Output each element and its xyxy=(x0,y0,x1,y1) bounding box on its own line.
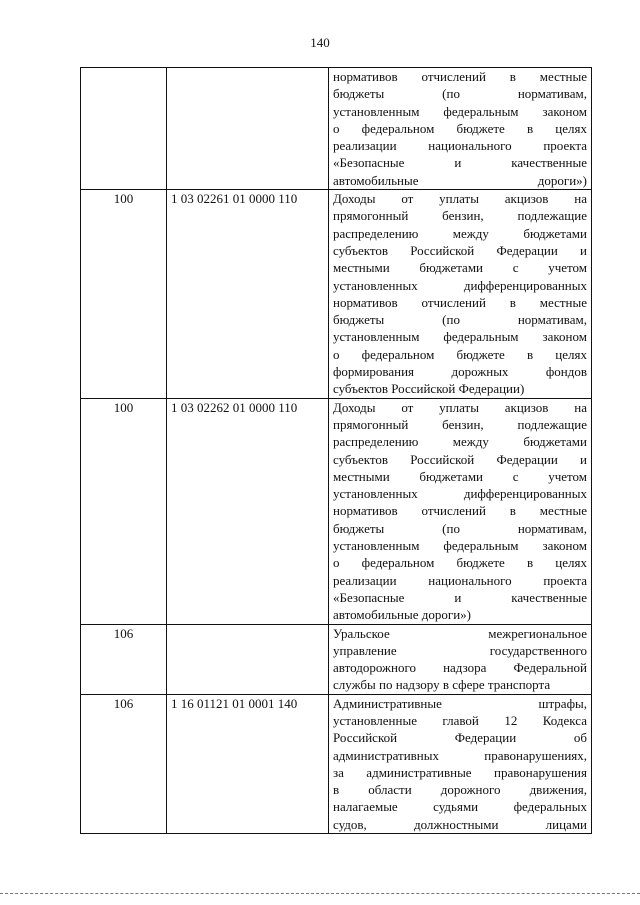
revenue-name-line: о федеральном бюджете в целях xyxy=(333,555,587,571)
revenue-name-line: субъектов Российской Федерации и xyxy=(333,451,587,467)
revenue-name-line: административных правонарушениях, xyxy=(333,747,587,763)
revenue-name-line: установленным федеральным законом xyxy=(333,329,587,345)
scan-edge-line xyxy=(0,893,640,894)
revenue-name-cell xyxy=(329,398,592,624)
revenue-name-line: установленных дифференцированных xyxy=(333,486,587,502)
revenue-name-line: автомобильные дороги») xyxy=(333,172,587,188)
revenue-name-line: налагаемые судьями федеральных xyxy=(333,799,587,815)
revenue-name-line: нормативов отчислений в местные xyxy=(333,69,587,84)
budget-classification-code-cell xyxy=(167,68,329,190)
revenue-name-line: установленные главой 12 Кодекса xyxy=(333,712,587,728)
revenue-name-line: автомобильные дороги») xyxy=(333,607,472,623)
revenue-name-line: «Безопасные и качественные xyxy=(333,589,587,605)
revenue-name-line: Доходы от уплаты акцизов на xyxy=(333,191,587,207)
table-row xyxy=(81,68,592,190)
revenue-name-line: Доходы от уплаты акцизов на xyxy=(333,399,587,415)
revenue-name-line: бюджеты (по нормативам, xyxy=(333,520,587,536)
revenue-name-line: распределению между бюджетами xyxy=(333,225,587,241)
revenue-name-line: автодорожного надзора Федеральной xyxy=(333,660,587,676)
table-row xyxy=(81,190,592,399)
budget-classification-code-cell: 1 03 02262 01 0000 110 xyxy=(167,398,329,624)
revenue-name-line: Российской Федерации об xyxy=(333,730,587,746)
page-number: 140 xyxy=(310,35,330,50)
revenue-name-line: субъектов Российской Федерации) xyxy=(333,381,525,397)
table-row xyxy=(81,398,592,624)
administrator-code-cell xyxy=(81,68,167,190)
revenue-name-line: формирования дорожных фондов xyxy=(333,364,587,380)
revenue-name-line: субъектов Российской Федерации и xyxy=(333,242,587,258)
revenue-name-line: в области дорожного движения, xyxy=(333,782,587,798)
administrator-code-cell: 100 xyxy=(81,190,167,399)
revenue-name-line: распределению между бюджетами xyxy=(333,434,587,450)
revenue-name-line: бюджеты (по нормативам, xyxy=(333,312,587,328)
budget-classification-code-cell: 1 03 02261 01 0000 110 xyxy=(167,190,329,399)
revenue-name-cell xyxy=(329,190,592,399)
revenue-name-line: управление государственного xyxy=(333,642,587,658)
revenue-name-line: прямогонный бензин, подлежащие xyxy=(333,208,587,224)
revenue-name-line: о федеральном бюджете в целях xyxy=(333,346,587,362)
revenue-name-line: установленным федеральным законом xyxy=(333,538,587,554)
revenue-name-line: судов, должностными лицами xyxy=(333,816,587,832)
revenue-name-line: нормативов отчислений в местные xyxy=(333,503,587,519)
revenue-name-line: установленных дифференцированных xyxy=(333,277,587,293)
administrator-code-cell: 106 xyxy=(81,624,167,694)
revenue-classification-table xyxy=(80,67,592,834)
revenue-name-cell xyxy=(329,68,592,190)
revenue-name-line: установленным федеральным законом xyxy=(333,103,587,119)
budget-classification-code-cell xyxy=(167,624,329,694)
revenue-name-line: за административные правонарушения xyxy=(333,764,587,780)
revenue-name-line: нормативов отчислений в местные xyxy=(333,294,587,310)
revenue-name-cell xyxy=(329,694,592,833)
table-row xyxy=(81,694,592,833)
revenue-name-line: Уральское межрегиональное xyxy=(333,625,587,641)
revenue-name-line: службы по надзору в сфере транспорта xyxy=(333,677,551,693)
table-row xyxy=(81,624,592,694)
revenue-name-line: местными бюджетами с учетом xyxy=(333,260,587,276)
revenue-name-line: реализации национального проекта xyxy=(333,572,587,588)
revenue-name-line: местными бюджетами с учетом xyxy=(333,468,587,484)
revenue-name-line: о федеральном бюджете в целях xyxy=(333,120,587,136)
revenue-name-cell xyxy=(329,624,592,694)
revenue-name-line: реализации национального проекта xyxy=(333,138,587,154)
administrator-code-cell: 100 xyxy=(81,398,167,624)
revenue-name-line: «Безопасные и качественные xyxy=(333,155,587,171)
administrator-code-cell: 106 xyxy=(81,694,167,833)
revenue-name-line: прямогонный бензин, подлежащие xyxy=(333,416,587,432)
revenue-name-line: Административные штрафы, xyxy=(333,695,587,711)
budget-classification-code-cell: 1 16 01121 01 0001 140 xyxy=(167,694,329,833)
revenue-name-line: бюджеты (по нормативам, xyxy=(333,86,587,102)
